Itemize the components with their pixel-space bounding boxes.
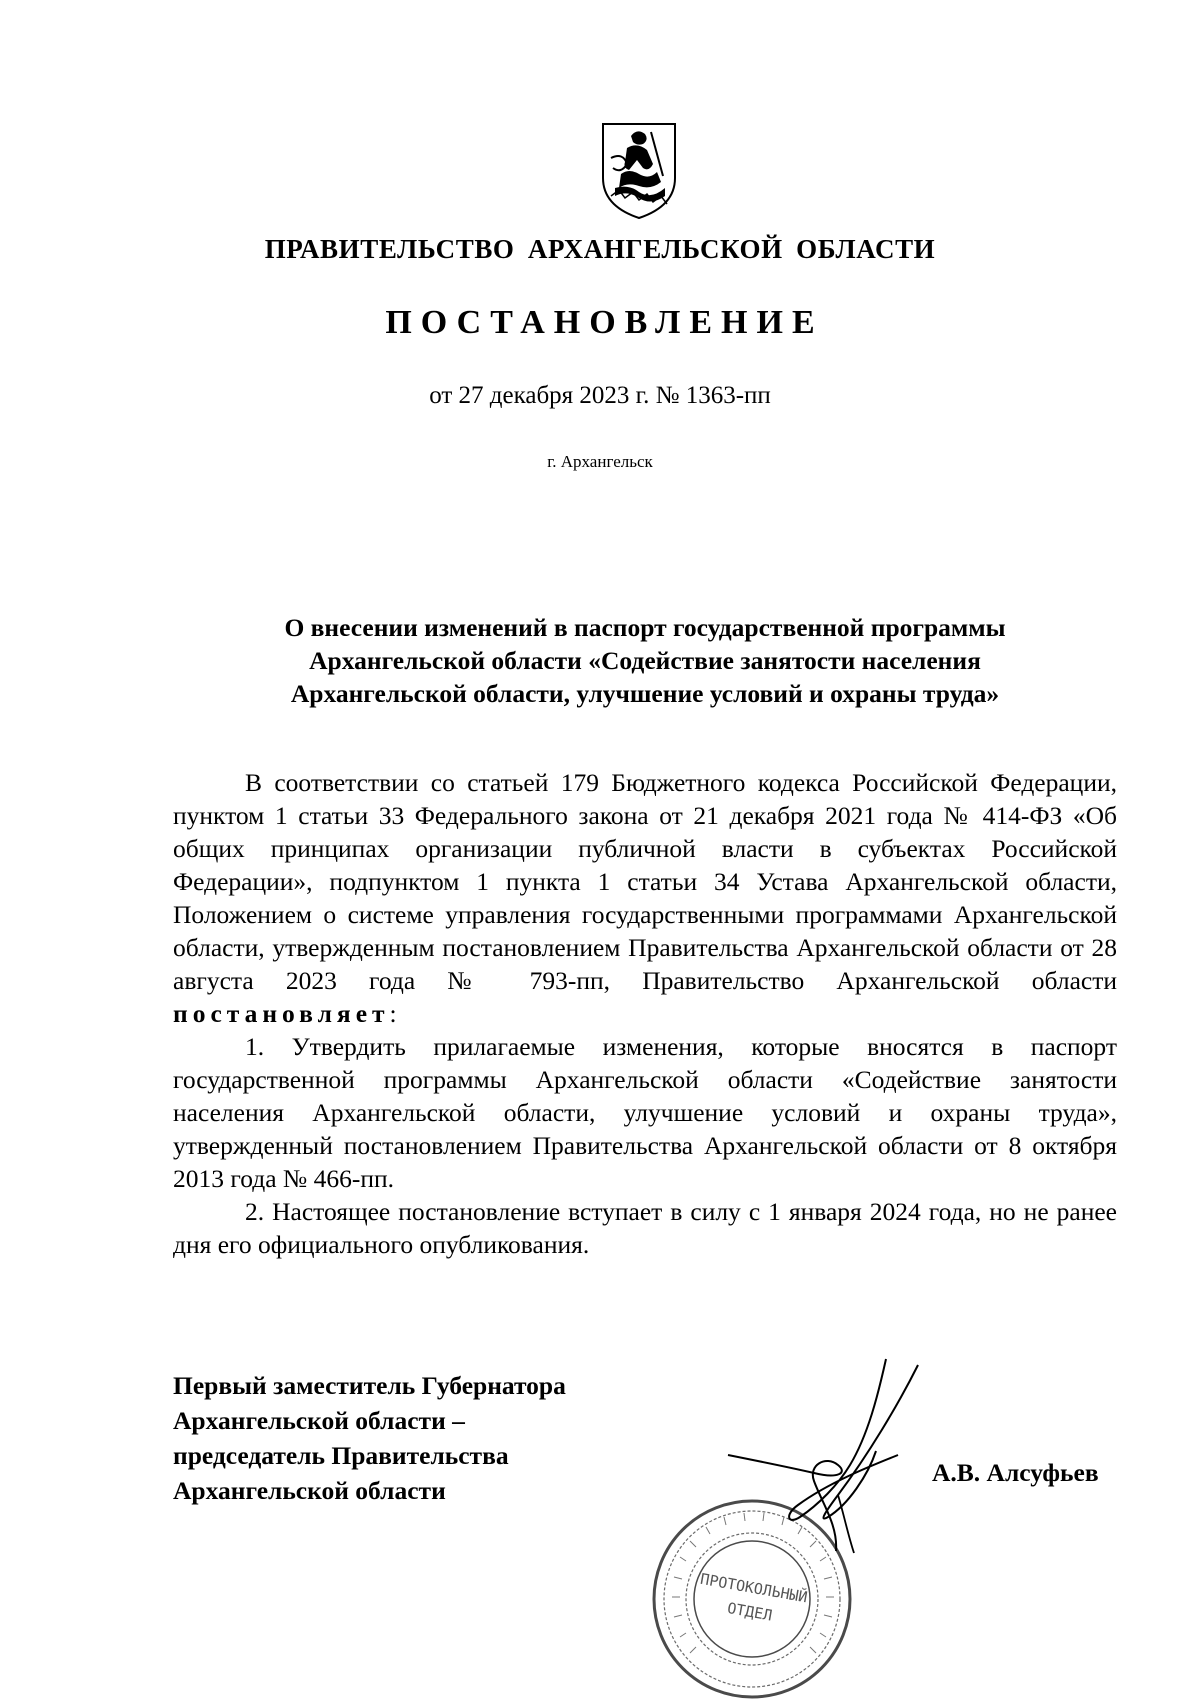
subject-line: Архангельской области «Содействие занятости населения: [309, 646, 981, 675]
preamble-paragraph: [173, 766, 1117, 1030]
signatory-title: [173, 1368, 566, 1508]
organization-title: ПРАВИТЕЛЬСТВО АРХАНГЕЛЬСКОЙ ОБЛАСТИ: [264, 234, 936, 264]
stamp-line-2: ОТДЕЛ: [725, 1599, 774, 1625]
item-1-paragraph: 1. Утвердить прилагаемые изменения, которые вносятся в паспорт государственной программы Архангельской области «Содействие занятости населения Архангельской области, улучшение условий и охраны труда», утвержденный постановлением Правительства Архангельской области от 8 октября 2013 года № 466-пп.: [173, 1032, 1117, 1193]
signatory-title-line: председатель Правительства: [173, 1441, 509, 1470]
subject-line: Архангельской области, улучшение условий и охраны труда»: [290, 679, 1000, 708]
signatory-title-line: Архангельской области: [173, 1476, 446, 1505]
document-type-heading: ПОСТАНОВЛЕНИЕ: [385, 304, 824, 341]
decree-word: постановляет: [173, 999, 390, 1028]
item-2-paragraph: 2. Настоящее постановление вступает в силу с 1 января 2024 года, но не ранее дня его официального опубликования.: [173, 1197, 1117, 1259]
document-body: [173, 766, 1117, 1261]
stamp-line-1: ПРОТОКОЛЬНЫЙ: [698, 1569, 809, 1607]
document-city: г. Архангельск: [547, 452, 653, 471]
signatory-name: А.В. Алсуфьев: [932, 1458, 1099, 1487]
document-subject: [170, 611, 1120, 710]
document-date-number: от 27 декабря 2023 г. № 1363-пп: [429, 382, 771, 409]
signatory-title-line: Первый заместитель Губернатора: [173, 1371, 566, 1400]
decree-colon: :: [389, 999, 397, 1028]
subject-line: О внесении изменений в паспорт государственной программы: [284, 613, 1006, 642]
coat-of-arms-emblem: [597, 118, 681, 222]
signatory-title-line: Архангельской области –: [173, 1406, 465, 1435]
preamble-text: В соответствии со статьей 179 Бюджетного кодекса Российской Федерации, пунктом 1 статьи 33 Федерального закона от 21 декабря 2021 года № 414-ФЗ «Об общих принципах организации публичной власти в субъектах Российской Федерации», подпунктом 1 пункта 1 статьи 34 Устава Архангельской области, Положением о системе управления государственными программами Архангельской области, утвержденным постановлением Правительства Архангельской области от 28 августа 2023 года № 793-пп, Правительство Архангельской области: [173, 768, 1117, 995]
handwritten-signature: [718, 1355, 928, 1555]
